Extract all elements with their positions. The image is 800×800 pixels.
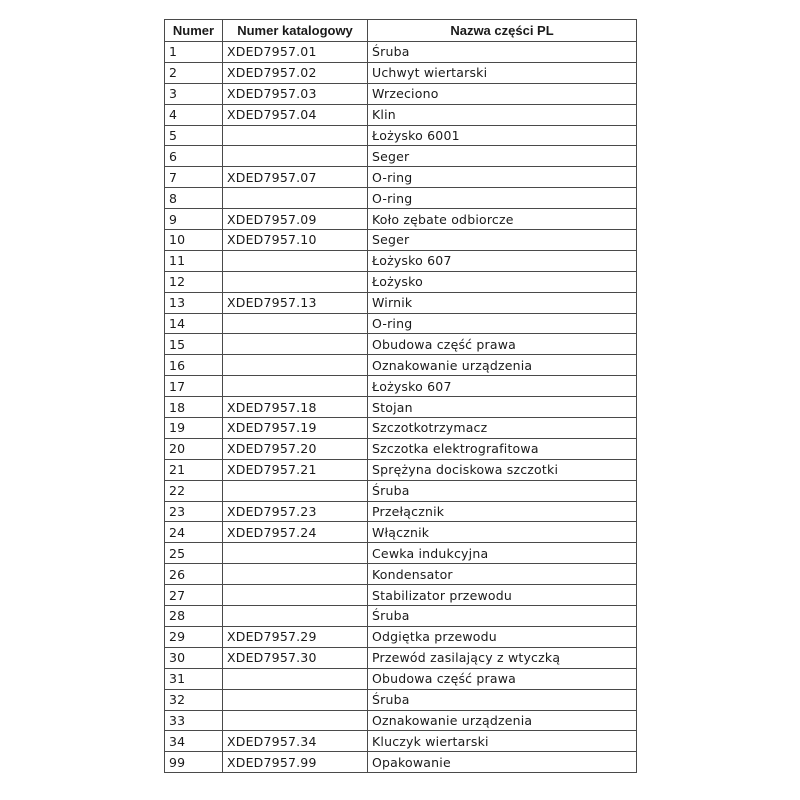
cell-catalog-number: XDED7957.07: [223, 167, 368, 188]
cell-number: 30: [165, 647, 223, 668]
cell-catalog-number: XDED7957.19: [223, 418, 368, 439]
cell-number: 16: [165, 355, 223, 376]
cell-part-name: Koło zębate odbiorcze: [368, 209, 637, 230]
cell-number: 9: [165, 209, 223, 230]
table-row: [165, 689, 637, 710]
cell-part-name: Łożysko: [368, 271, 637, 292]
cell-part-name: O-ring: [368, 167, 637, 188]
cell-part-name: Włącznik: [368, 522, 637, 543]
cell-catalog-number: [223, 668, 368, 689]
cell-number: 2: [165, 62, 223, 83]
cell-number: 23: [165, 501, 223, 522]
table-row: [165, 271, 637, 292]
table-row: [165, 209, 637, 230]
cell-part-name: Kondensator: [368, 564, 637, 585]
cell-catalog-number: XDED7957.20: [223, 438, 368, 459]
cell-number: 17: [165, 376, 223, 397]
cell-part-name: Obudowa część prawa: [368, 668, 637, 689]
cell-number: 32: [165, 689, 223, 710]
cell-catalog-number: [223, 146, 368, 167]
cell-part-name: Seger: [368, 230, 637, 251]
table-row: [165, 626, 637, 647]
cell-catalog-number: [223, 355, 368, 376]
cell-number: 18: [165, 397, 223, 418]
table-row: [165, 355, 637, 376]
cell-part-name: O-ring: [368, 188, 637, 209]
table-row: [165, 42, 637, 63]
cell-part-name: Wrzeciono: [368, 83, 637, 104]
cell-catalog-number: XDED7957.30: [223, 647, 368, 668]
cell-number: 11: [165, 250, 223, 271]
cell-catalog-number: XDED7957.18: [223, 397, 368, 418]
cell-catalog-number: XDED7957.10: [223, 230, 368, 251]
cell-number: 14: [165, 313, 223, 334]
cell-catalog-number: [223, 480, 368, 501]
cell-part-name: Kluczyk wiertarski: [368, 731, 637, 752]
table-row: [165, 230, 637, 251]
cell-number: 24: [165, 522, 223, 543]
cell-part-name: Stojan: [368, 397, 637, 418]
cell-catalog-number: XDED7957.21: [223, 459, 368, 480]
cell-part-name: Oznakowanie urządzenia: [368, 710, 637, 731]
cell-part-name: Odgiętka przewodu: [368, 626, 637, 647]
cell-number: 22: [165, 480, 223, 501]
cell-part-name: Przewód zasilający z wtyczką: [368, 647, 637, 668]
cell-catalog-number: [223, 188, 368, 209]
cell-catalog-number: XDED7957.99: [223, 752, 368, 773]
cell-catalog-number: [223, 313, 368, 334]
table-row: [165, 62, 637, 83]
cell-catalog-number: [223, 689, 368, 710]
cell-part-name: Obudowa część prawa: [368, 334, 637, 355]
cell-number: 5: [165, 125, 223, 146]
cell-part-name: Łożysko 607: [368, 376, 637, 397]
table-row: [165, 731, 637, 752]
cell-number: 8: [165, 188, 223, 209]
cell-number: 99: [165, 752, 223, 773]
cell-part-name: Śruba: [368, 606, 637, 627]
cell-part-name: Cewka indukcyjna: [368, 543, 637, 564]
table-row: [165, 543, 637, 564]
cell-part-name: Uchwyt wiertarski: [368, 62, 637, 83]
cell-part-name: Śruba: [368, 480, 637, 501]
cell-catalog-number: [223, 334, 368, 355]
cell-catalog-number: XDED7957.29: [223, 626, 368, 647]
parts-table-body: [165, 42, 637, 773]
cell-catalog-number: XDED7957.04: [223, 104, 368, 125]
table-row: [165, 501, 637, 522]
cell-part-name: Oznakowanie urządzenia: [368, 355, 637, 376]
cell-number: 6: [165, 146, 223, 167]
cell-number: 4: [165, 104, 223, 125]
column-header-number: Numer: [165, 20, 223, 42]
cell-number: 13: [165, 292, 223, 313]
cell-catalog-number: XDED7957.23: [223, 501, 368, 522]
table-row: [165, 334, 637, 355]
cell-part-name: Klin: [368, 104, 637, 125]
table-row: [165, 83, 637, 104]
cell-number: 33: [165, 710, 223, 731]
table-row: [165, 188, 637, 209]
cell-part-name: O-ring: [368, 313, 637, 334]
cell-number: 3: [165, 83, 223, 104]
cell-part-name: Stabilizator przewodu: [368, 585, 637, 606]
table-row: [165, 418, 637, 439]
cell-catalog-number: XDED7957.02: [223, 62, 368, 83]
cell-part-name: Łożysko 607: [368, 250, 637, 271]
table-row: [165, 125, 637, 146]
cell-number: 29: [165, 626, 223, 647]
cell-catalog-number: [223, 606, 368, 627]
cell-catalog-number: [223, 585, 368, 606]
table-row: [165, 522, 637, 543]
cell-catalog-number: [223, 710, 368, 731]
cell-number: 25: [165, 543, 223, 564]
cell-catalog-number: [223, 271, 368, 292]
table-row: [165, 606, 637, 627]
cell-number: 26: [165, 564, 223, 585]
cell-part-name: Śruba: [368, 42, 637, 63]
cell-catalog-number: XDED7957.24: [223, 522, 368, 543]
cell-number: 7: [165, 167, 223, 188]
cell-catalog-number: XDED7957.03: [223, 83, 368, 104]
table-row: [165, 668, 637, 689]
column-header-catalog: Numer katalogowy: [223, 20, 368, 42]
cell-part-name: Łożysko 6001: [368, 125, 637, 146]
cell-number: 19: [165, 418, 223, 439]
cell-part-name: Przełącznik: [368, 501, 637, 522]
table-row: [165, 376, 637, 397]
cell-catalog-number: XDED7957.13: [223, 292, 368, 313]
table-row: [165, 459, 637, 480]
table-row: [165, 292, 637, 313]
table-row: [165, 146, 637, 167]
table-row: [165, 585, 637, 606]
cell-part-name: Opakowanie: [368, 752, 637, 773]
cell-number: 28: [165, 606, 223, 627]
table-row: [165, 647, 637, 668]
table-row: [165, 710, 637, 731]
table-row: [165, 438, 637, 459]
cell-number: 10: [165, 230, 223, 251]
cell-catalog-number: [223, 250, 368, 271]
cell-number: 34: [165, 731, 223, 752]
cell-part-name: Sprężyna dociskowa szczotki: [368, 459, 637, 480]
table-row: [165, 752, 637, 773]
cell-catalog-number: [223, 543, 368, 564]
table-row: [165, 480, 637, 501]
cell-part-name: Seger: [368, 146, 637, 167]
table-row: [165, 397, 637, 418]
table-row: [165, 167, 637, 188]
parts-table: [164, 19, 637, 773]
cell-part-name: Szczotkotrzymacz: [368, 418, 637, 439]
table-row: [165, 313, 637, 334]
cell-catalog-number: [223, 376, 368, 397]
cell-catalog-number: [223, 125, 368, 146]
cell-number: 21: [165, 459, 223, 480]
table-header-row: [165, 20, 637, 42]
cell-number: 1: [165, 42, 223, 63]
table-row: [165, 104, 637, 125]
cell-part-name: Śruba: [368, 689, 637, 710]
cell-catalog-number: [223, 564, 368, 585]
cell-number: 31: [165, 668, 223, 689]
table-row: [165, 564, 637, 585]
cell-number: 27: [165, 585, 223, 606]
cell-number: 20: [165, 438, 223, 459]
cell-catalog-number: XDED7957.09: [223, 209, 368, 230]
cell-catalog-number: XDED7957.01: [223, 42, 368, 63]
cell-number: 15: [165, 334, 223, 355]
cell-part-name: Szczotka elektrografitowa: [368, 438, 637, 459]
cell-number: 12: [165, 271, 223, 292]
column-header-name: Nazwa części PL: [368, 20, 637, 42]
table-row: [165, 250, 637, 271]
cell-part-name: Wirnik: [368, 292, 637, 313]
cell-catalog-number: XDED7957.34: [223, 731, 368, 752]
